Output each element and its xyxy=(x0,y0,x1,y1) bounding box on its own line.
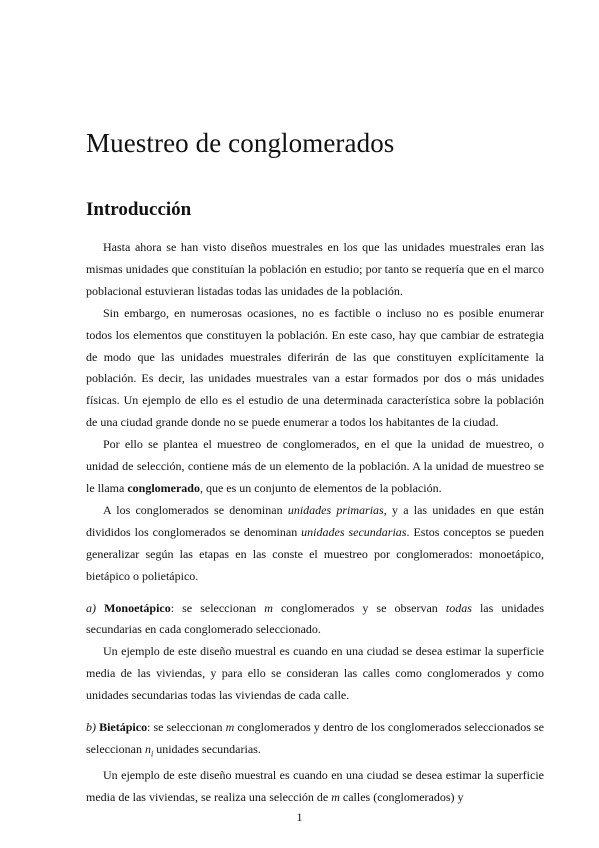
text-span: conglomerados y dentro de los conglomerados seleccionados se seleccionan xyxy=(86,720,545,756)
text-span: , y a las unidades en que están divididos los conglomerados se denominan xyxy=(86,502,544,539)
list-label: b) xyxy=(86,720,96,735)
math-var: n xyxy=(144,741,151,756)
paragraph-2: Sin embargo, en numerosas ocasiones, no es factible o incluso no es posible enumerar todos los elementos que constituyen la población. En este caso, hay que cambiar de estrategia de modo que las unidades muestrales diferirán de las que constituyen explícitamente la población. Es decir, las unidades muestrales van a estar formados por dos o más unidades físicas. Un ejemplo de ello es el estudio de una determinada característica sobre la población de una ciudad grande donde no se puede enumerar a todos los habitantes de la ciudad. xyxy=(86,305,544,430)
math-var: m xyxy=(264,600,273,615)
italic-term: unidades primarias xyxy=(287,502,384,517)
text-span: . Estos conceptos se pueden generalizar según las etapas en las conste el muestreo por conglomerados: monoetápico, bietápico o polietápico. xyxy=(86,524,545,583)
text-span: , que es un conjunto de elementos de la población. xyxy=(199,480,442,495)
list-item-bietapico xyxy=(86,717,544,765)
math-var: m xyxy=(331,790,340,805)
paragraph-3 xyxy=(86,434,544,500)
math-var: m xyxy=(225,720,235,735)
paragraph-1: Hasta ahora se han visto diseños muestrales en los que las unidades muestrales eran las mismas unidades que constituían la población en estudio; por tanto se requería que en el marco poblacional estuvieran listadas todas las unidades de la población. xyxy=(86,240,544,298)
italic-term: unidades secundarias xyxy=(301,524,407,539)
text-span: las unidades secundarias en cada conglomerado seleccionado. xyxy=(86,600,544,637)
section-title: Introducción xyxy=(86,199,192,220)
paragraph-6 xyxy=(86,765,544,809)
italic-term: todas xyxy=(445,600,472,615)
body-text xyxy=(86,237,544,809)
text-span: unidades secundarias. xyxy=(153,741,261,756)
page-content xyxy=(86,128,544,809)
paragraph-4 xyxy=(86,500,544,588)
text-span: : se seleccionan xyxy=(147,720,226,735)
list-item-monoetapico xyxy=(86,598,544,642)
text-span: calles (conglomerados) y xyxy=(339,790,464,805)
text-span: Un ejemplo de este diseño muestral es cuando en una ciudad se desea estimar la superficie media de las viviendas, se realiza una selección de xyxy=(86,768,544,805)
paragraph-5: Un ejemplo de este diseño muestral es cuando en una ciudad se desea estimar la superficie media de las viviendas, y para ello se consideran las calles como conglomerados y como unidades secundarias todas las viviendas de cada calle. xyxy=(86,644,544,703)
list-label: a) xyxy=(86,600,96,615)
text-span: : se seleccionan xyxy=(170,600,265,615)
text-span: A los conglomerados se denominan xyxy=(103,502,288,517)
bold-term: Bietápico xyxy=(99,720,148,735)
bold-term: conglomerado xyxy=(127,480,200,495)
text-span: Por ello se plantea el muestreo de conglomerados, en el que la unidad de muestreo, o unidad de selección, contiene más de un elemento de la población. A la unidad de muestreo se le llama xyxy=(86,437,544,495)
bold-term: Monoetápico xyxy=(104,600,171,615)
chapter-title: Muestreo de conglomerados xyxy=(86,128,395,158)
page-number: 1 xyxy=(296,810,303,824)
text-span: conglomerados y se observan xyxy=(272,600,446,615)
math-subscript: i xyxy=(150,749,154,759)
